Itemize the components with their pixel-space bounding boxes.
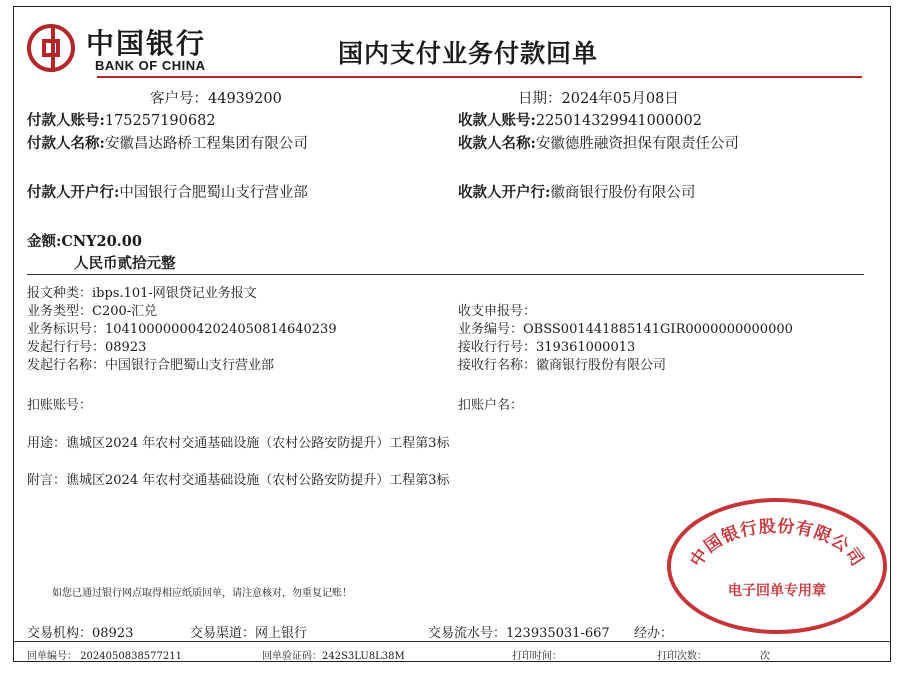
footer-serial: 交易流水号：123935031-667 <box>428 626 610 641</box>
send-bank-name: 发起行名称：中国银行合肥蜀山支行营业部 <box>27 358 275 373</box>
recv-bank-no: 接收行行号：319361000013 <box>458 340 636 355</box>
payer-account: 付款人账号:175257190682 <box>27 112 216 129</box>
footer-divider <box>13 641 891 642</box>
date-label: 日期：2024年05月08日 <box>518 91 679 107</box>
biz-id: 业务标识号：1041000000042024050814640239 <box>27 322 337 337</box>
customer-no-label: 客户号：44939200 <box>150 91 282 107</box>
receipt-no: 回单编号： 2024050838577211 <box>27 651 182 662</box>
recv-bank-name: 接收行名称：徽商银行股份有限公司 <box>458 358 667 373</box>
payee-bank: 收款人开户行:徽商银行股份有限公司 <box>458 184 696 201</box>
amount: 金额:CNY20.00 <box>27 233 142 250</box>
header-divider <box>97 76 862 78</box>
payee-account: 收款人账号:225014329941000002 <box>458 112 702 129</box>
date-value: 2024年05月08日 <box>561 91 679 107</box>
msg-type: 报文种类：ibps.101-网银贷记业务报文 <box>27 286 257 301</box>
amount-in-words: 人民币贰拾元整 <box>74 255 176 272</box>
postscript: 附言：谯城区2024 年农村交通基础设施（农村公路安防提升）工程第3标 <box>27 473 450 488</box>
seal-stamp-icon <box>667 498 887 634</box>
footer-org: 交易机构：08923 <box>27 626 134 641</box>
svg-text:中国银行股份有限公司 <box>686 516 868 571</box>
page-title: 国内支付业务付款回单 <box>338 39 599 68</box>
biz-no: 业务编号：OBSS001441885141GIR0000000000000 <box>458 322 793 337</box>
print-count: 打印次数： <box>657 651 707 662</box>
payee-name: 收款人名称:安徽德胜融资担保有限责任公司 <box>458 135 739 152</box>
customer-no-value: 44939200 <box>208 91 282 107</box>
payer-name: 付款人名称:安徽昌达路桥工程集团有限公司 <box>27 135 308 152</box>
debit-name: 扣账户名： <box>458 398 524 413</box>
notice: 如您已通过银行网点取得相应纸质回单，请注意核对，勿重复记账！ <box>52 588 352 599</box>
footer-channel: 交易渠道：网上银行 <box>190 626 308 641</box>
biz-type: 业务类型：C200-汇兑 <box>27 304 158 319</box>
bank-logo-icon <box>27 24 75 72</box>
payer-bank: 付款人开户行:中国银行合肥蜀山支行营业部 <box>27 184 308 201</box>
print-count-unit: 次 <box>760 651 770 662</box>
purpose: 用途：谯城区2024 年农村交通基础设施（农村公路安防提升）工程第3标 <box>27 436 450 451</box>
print-time: 打印时间： <box>512 651 562 662</box>
section-divider <box>27 274 864 275</box>
amount-value: CNY20.00 <box>61 233 142 250</box>
seal-top-text: 中国银行股份有限公司 <box>686 516 868 571</box>
declare-no: 收支申报号： <box>458 304 537 319</box>
verify-code: 回单验证码：242S3LU8L38M <box>262 651 405 662</box>
footer-handler: 经办： <box>634 626 674 641</box>
bank-name-en: BANK OF CHINA <box>95 58 206 73</box>
bank-name-cn: 中国银行 <box>86 27 207 60</box>
send-bank-no: 发起行行号：08923 <box>27 340 147 355</box>
seal-bottom-text: 电子回单专用章 <box>728 583 826 599</box>
debit-account: 扣账账号： <box>27 398 93 413</box>
